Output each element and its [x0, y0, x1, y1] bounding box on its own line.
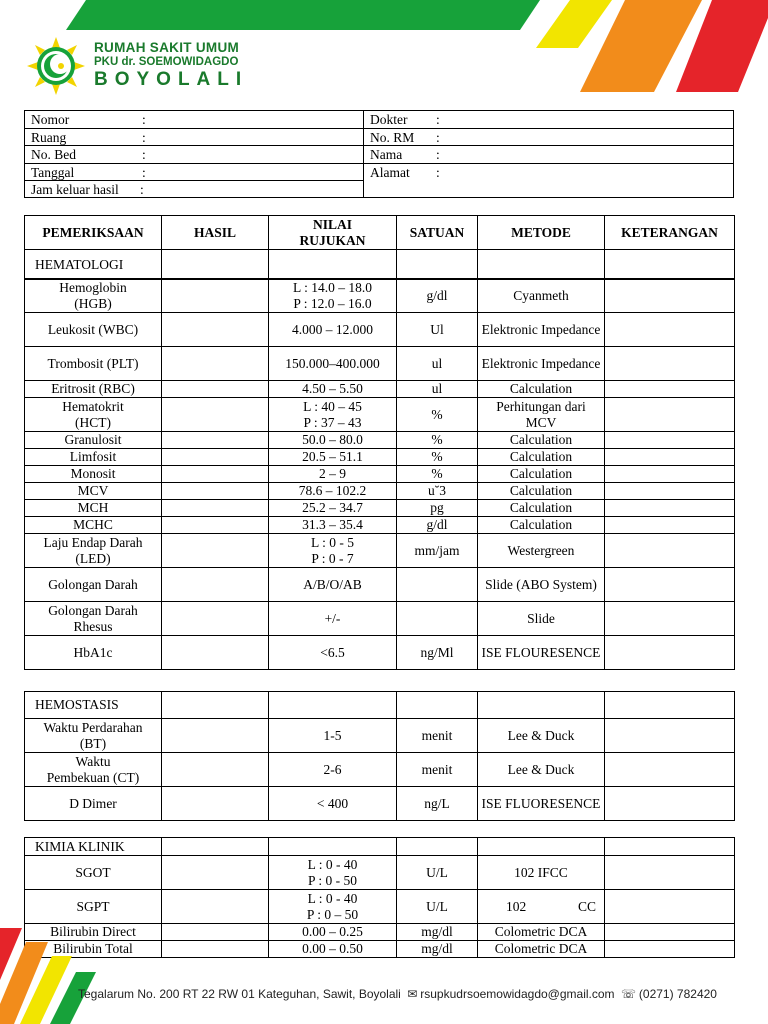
remarks-cell[interactable]	[605, 517, 735, 534]
hemostasis-table	[24, 691, 735, 821]
reference-range: 25.2 – 34.7	[269, 500, 397, 517]
info-nomor[interactable]	[25, 111, 363, 129]
green-stripe	[66, 0, 540, 30]
table-row	[25, 636, 735, 670]
result-cell[interactable]	[162, 347, 269, 381]
col-header-nilai-rujukan: NILAI RUJUKAN	[269, 216, 397, 250]
remarks-cell[interactable]	[605, 466, 735, 483]
reference-range: 31.3 – 35.4	[269, 517, 397, 534]
section-title-hematologi: HEMATOLOGI	[25, 250, 162, 280]
info-label: Tanggal	[31, 164, 75, 180]
test-name: SGPT	[25, 890, 162, 924]
kimia-klinik-table	[24, 837, 735, 958]
remarks-cell[interactable]	[605, 890, 735, 924]
section-row-hematologi	[25, 250, 735, 280]
method: Elektronic Impedance	[478, 347, 605, 381]
test-name: Golongan Darah	[25, 568, 162, 602]
info-label: Alamat	[370, 164, 410, 180]
reference-range: L : 40 – 45 P : 37 – 43	[269, 398, 397, 432]
unit: %	[397, 398, 478, 432]
table-row	[25, 398, 735, 432]
unit: mg/dl	[397, 924, 478, 941]
result-cell[interactable]	[162, 449, 269, 466]
result-cell[interactable]	[162, 534, 269, 568]
info-label: Dokter	[370, 112, 408, 127]
info-colon: :	[436, 147, 440, 162]
unit: g/dl	[397, 279, 478, 313]
result-cell[interactable]	[162, 890, 269, 924]
test-name: MCV	[25, 483, 162, 500]
reference-range: A/B/O/AB	[269, 568, 397, 602]
method: Colometric DCA	[478, 941, 605, 958]
patient-info-box	[24, 110, 734, 198]
table-row	[25, 483, 735, 500]
method: Colometric DCA	[478, 924, 605, 941]
hematologi-rows	[24, 278, 735, 670]
table-row	[25, 890, 735, 924]
test-name: Waktu Pembekuan (CT)	[25, 753, 162, 787]
envelope-icon: ✉	[407, 987, 418, 1001]
yellow-stripe	[536, 0, 612, 48]
info-colon: :	[140, 182, 144, 197]
table-row	[25, 381, 735, 398]
reference-range: 2-6	[269, 753, 397, 787]
org-line-1: RUMAH SAKIT UMUM	[94, 40, 240, 55]
method: Perhitungan dari MCV	[478, 398, 605, 432]
remarks-cell[interactable]	[605, 398, 735, 432]
reference-range: 150.000–400.000	[269, 347, 397, 381]
unit: u˘3	[397, 483, 478, 500]
unit: pg	[397, 500, 478, 517]
test-name: Limfosit	[25, 449, 162, 466]
section-row-hemostasis	[25, 692, 735, 719]
unit	[397, 602, 478, 636]
reference-range: L : 0 - 40 P : 0 – 50	[269, 890, 397, 924]
method: Cyanmeth	[478, 279, 605, 313]
info-dokter[interactable]	[364, 111, 733, 129]
unit: U/L	[397, 890, 478, 924]
test-name: Waktu Perdarahan (BT)	[25, 719, 162, 753]
method: ISE FLOURESENCE	[478, 636, 605, 670]
unit: mm/jam	[397, 534, 478, 568]
remarks-cell[interactable]	[605, 636, 735, 670]
result-cell[interactable]	[162, 924, 269, 941]
info-colon: :	[142, 129, 146, 145]
test-name: Bilirubin Direct	[25, 924, 162, 941]
org-line-3: BOYOLALI	[94, 69, 249, 90]
method: Lee & Duck	[478, 719, 605, 753]
footer-email[interactable]: rsupkudrsoemowidagdo@gmail.com	[420, 987, 615, 1001]
remarks-cell[interactable]	[605, 449, 735, 466]
unit	[397, 568, 478, 602]
result-cell[interactable]	[162, 313, 269, 347]
info-label: Ruang	[31, 129, 67, 145]
reference-range: 4.000 – 12.000	[269, 313, 397, 347]
reference-range: < 400	[269, 787, 397, 821]
info-label: No. Bed	[31, 147, 76, 162]
result-cell[interactable]	[162, 398, 269, 432]
test-name: Monosit	[25, 466, 162, 483]
info-tanggal[interactable]	[25, 164, 363, 182]
footer-address: Tegalarum No. 200 RT 22 RW 01 Kateguhan, Sawit, Boyolali	[78, 987, 401, 1001]
info-no-rm[interactable]	[364, 129, 733, 147]
test-name: Trombosit (PLT)	[25, 347, 162, 381]
unit: g/dl	[397, 517, 478, 534]
phone-icon: ☏	[620, 987, 636, 1001]
result-cell[interactable]	[162, 517, 269, 534]
unit: U/L	[397, 856, 478, 890]
info-label: Nama	[370, 147, 403, 162]
remarks-cell[interactable]	[605, 787, 735, 821]
col-header-satuan: SATUAN	[397, 216, 478, 250]
result-cell[interactable]	[162, 636, 269, 670]
info-label: Jam keluar hasil	[31, 182, 119, 197]
method: Calculation	[478, 517, 605, 534]
remarks-cell[interactable]	[605, 347, 735, 381]
result-cell[interactable]	[162, 381, 269, 398]
result-cell[interactable]	[162, 753, 269, 787]
test-name: MCHC	[25, 517, 162, 534]
remarks-cell[interactable]	[605, 381, 735, 398]
test-name: Leukosit (WBC)	[25, 313, 162, 347]
test-name: MCH	[25, 500, 162, 517]
test-name: Granulosit	[25, 432, 162, 449]
table-row	[25, 432, 735, 449]
remarks-cell[interactable]	[605, 534, 735, 568]
test-name: Hemoglobin (HGB)	[25, 279, 162, 313]
footer-phone: (0271) 782420	[638, 987, 717, 1001]
info-alamat[interactable]	[364, 164, 733, 182]
table-row	[25, 500, 735, 517]
table-row	[25, 466, 735, 483]
table-row	[25, 313, 735, 347]
test-name: Golongan Darah Rhesus	[25, 602, 162, 636]
reference-range: L : 0 - 40 P : 0 - 50	[269, 856, 397, 890]
remarks-cell[interactable]	[605, 753, 735, 787]
test-name: Bilirubin Total	[25, 941, 162, 958]
remarks-cell[interactable]	[605, 924, 735, 941]
unit: mg/dl	[397, 941, 478, 958]
table-row	[25, 279, 735, 313]
table-row	[25, 719, 735, 753]
remarks-cell[interactable]	[605, 719, 735, 753]
table-row	[25, 924, 735, 941]
unit: %	[397, 449, 478, 466]
result-cell[interactable]	[162, 719, 269, 753]
section-title-kimia-klinik: KIMIA KLINIK	[25, 838, 162, 856]
result-cell[interactable]	[162, 787, 269, 821]
info-colon: :	[436, 164, 440, 180]
table-row	[25, 568, 735, 602]
method: Calculation	[478, 449, 605, 466]
method: Calculation	[478, 483, 605, 500]
unit: ng/Ml	[397, 636, 478, 670]
reference-range: L : 14.0 – 18.0 P : 12.0 – 16.0	[269, 279, 397, 313]
method: 102 CC	[478, 890, 605, 924]
info-colon: :	[142, 147, 146, 162]
result-cell[interactable]	[162, 483, 269, 500]
table-row	[25, 753, 735, 787]
method: Lee & Duck	[478, 753, 605, 787]
unit: menit	[397, 719, 478, 753]
table-row	[25, 602, 735, 636]
result-cell[interactable]	[162, 568, 269, 602]
unit: ul	[397, 381, 478, 398]
result-cell[interactable]	[162, 279, 269, 313]
info-colon: :	[142, 164, 146, 180]
reference-range: 50.0 – 80.0	[269, 432, 397, 449]
table-header-row	[25, 216, 735, 250]
unit: menit	[397, 753, 478, 787]
result-cell[interactable]	[162, 602, 269, 636]
result-cell[interactable]	[162, 432, 269, 449]
info-colon: :	[436, 129, 440, 145]
remarks-cell[interactable]	[605, 602, 735, 636]
reference-range: +/-	[269, 602, 397, 636]
table-row	[25, 517, 735, 534]
unit: Ul	[397, 313, 478, 347]
test-name: HbA1c	[25, 636, 162, 670]
method: Elektronic Impedance	[478, 313, 605, 347]
unit: %	[397, 466, 478, 483]
result-cell[interactable]	[162, 941, 269, 958]
test-name: Laju Endap Darah (LED)	[25, 534, 162, 568]
method: Westergreen	[478, 534, 605, 568]
table-row	[25, 941, 735, 958]
test-name: D Dimer	[25, 787, 162, 821]
table-row	[25, 347, 735, 381]
remarks-cell[interactable]	[605, 279, 735, 313]
col-header-metode: METODE	[478, 216, 605, 250]
reference-range: 78.6 – 102.2	[269, 483, 397, 500]
method: Calculation	[478, 466, 605, 483]
section-row-kimia-klinik	[25, 838, 735, 856]
table-row	[25, 534, 735, 568]
result-cell[interactable]	[162, 500, 269, 517]
hematologi-table	[24, 215, 735, 280]
remarks-cell[interactable]	[605, 483, 735, 500]
reference-range: 0.00 – 0.50	[269, 941, 397, 958]
method: Calculation	[478, 500, 605, 517]
test-name: Eritrosit (RBC)	[25, 381, 162, 398]
section-title-hemostasis: HEMOSTASIS	[25, 692, 162, 719]
remarks-cell[interactable]	[605, 432, 735, 449]
remarks-cell[interactable]	[605, 568, 735, 602]
info-jam-keluar-hasil[interactable]	[25, 181, 363, 199]
organization-name	[94, 40, 248, 91]
method: 102 IFCC	[478, 856, 605, 890]
crescent-sun-logo-icon	[26, 36, 86, 96]
unit: ng/L	[397, 787, 478, 821]
reference-range: 20.5 – 51.1	[269, 449, 397, 466]
reference-range: 4.50 – 5.50	[269, 381, 397, 398]
table-row	[25, 787, 735, 821]
reference-range: 2 – 9	[269, 466, 397, 483]
remarks-cell[interactable]	[605, 313, 735, 347]
col-header-keterangan: KETERANGAN	[605, 216, 735, 250]
org-line-2: PKU dr. SOEMOWIDAGDO	[94, 56, 239, 68]
method: ISE FLUORESENCE	[478, 787, 605, 821]
col-header-pemeriksaan: PEMERIKSAAN	[25, 216, 162, 250]
table-row	[25, 449, 735, 466]
info-label: No. RM	[370, 129, 415, 145]
info-label: Nomor	[31, 112, 70, 127]
info-ruang[interactable]	[25, 129, 363, 147]
unit: ul	[397, 347, 478, 381]
result-cell[interactable]	[162, 856, 269, 890]
col-header-hasil: HASIL	[162, 216, 269, 250]
remarks-cell[interactable]	[605, 856, 735, 890]
info-no-bed[interactable]	[25, 146, 363, 164]
test-name: SGOT	[25, 856, 162, 890]
reference-range: L : 0 - 5 P : 0 - 7	[269, 534, 397, 568]
footer-stripes	[0, 920, 100, 1024]
info-nama[interactable]	[364, 146, 733, 164]
method: Calculation	[478, 381, 605, 398]
result-cell[interactable]	[162, 466, 269, 483]
method: Calculation	[478, 432, 605, 449]
footer-contact	[78, 987, 717, 1001]
reference-range: 1-5	[269, 719, 397, 753]
reference-range: 0.00 – 0.25	[269, 924, 397, 941]
reference-range: <6.5	[269, 636, 397, 670]
method: Slide	[478, 602, 605, 636]
method: Slide (ABO System)	[478, 568, 605, 602]
remarks-cell[interactable]	[605, 500, 735, 517]
unit: %	[397, 432, 478, 449]
test-name: Hematokrit (HCT)	[25, 398, 162, 432]
table-row	[25, 856, 735, 890]
info-colon: :	[436, 112, 440, 127]
info-colon: :	[142, 112, 146, 127]
remarks-cell[interactable]	[605, 941, 735, 958]
